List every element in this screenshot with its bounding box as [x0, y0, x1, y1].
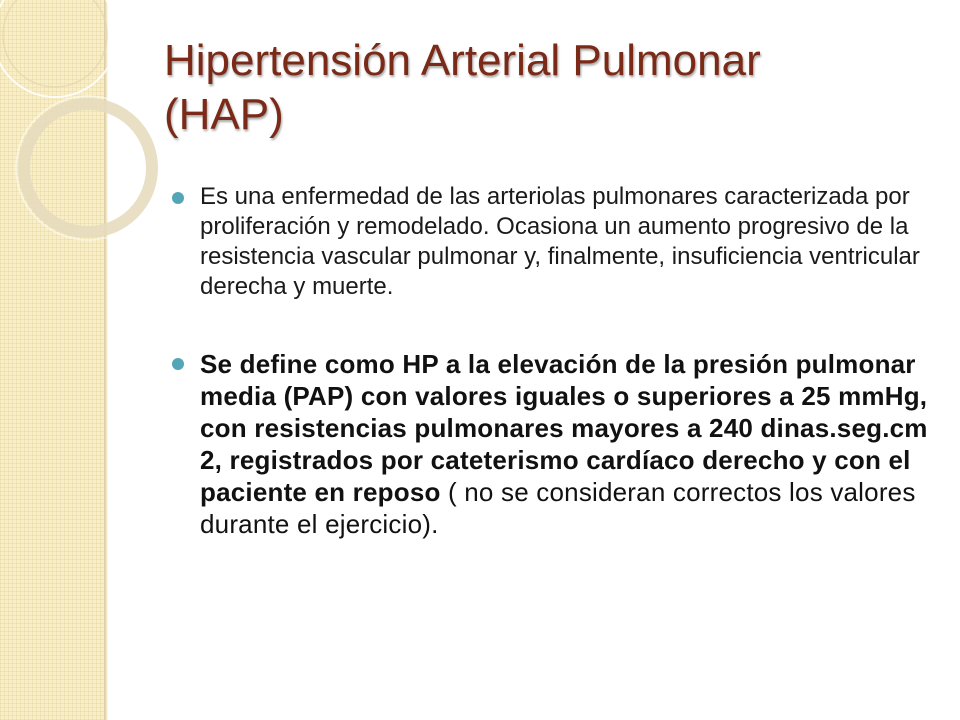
slide-title	[164, 34, 924, 142]
bullet-dot-icon	[172, 192, 184, 204]
bullet-normal-text: ( no se consideran correctos los valores durante el ejercicio).	[200, 477, 916, 539]
bullet-dot-icon	[172, 358, 184, 370]
bullet-text: Es una enfermedad de las arteriolas pulmonares caracterizada por proliferación y remodelado. Ocasiona un aumento progresivo de la resistencia vascular pulmonar y, finalmente, insuficiencia ventricular derecha y muerte.	[200, 183, 920, 300]
bullet-item-criteria	[172, 348, 932, 540]
bullet-item-definition	[172, 182, 932, 302]
title-line-1: Hipertensión Arterial Pulmonar	[164, 36, 761, 85]
bullet-list	[172, 182, 932, 540]
bullet-bold-text: Se define como HP a la elevación de la presión pulmonar media (PAP) con valores iguales o superiores a 25 mmHg, con resistencias pulmonares mayores a 240 dinas.seg.cm 2, registrados por cateterismo cardíaco derecho y con el paciente en reposo	[200, 349, 928, 507]
title-line-2: (HAP)	[164, 90, 284, 139]
